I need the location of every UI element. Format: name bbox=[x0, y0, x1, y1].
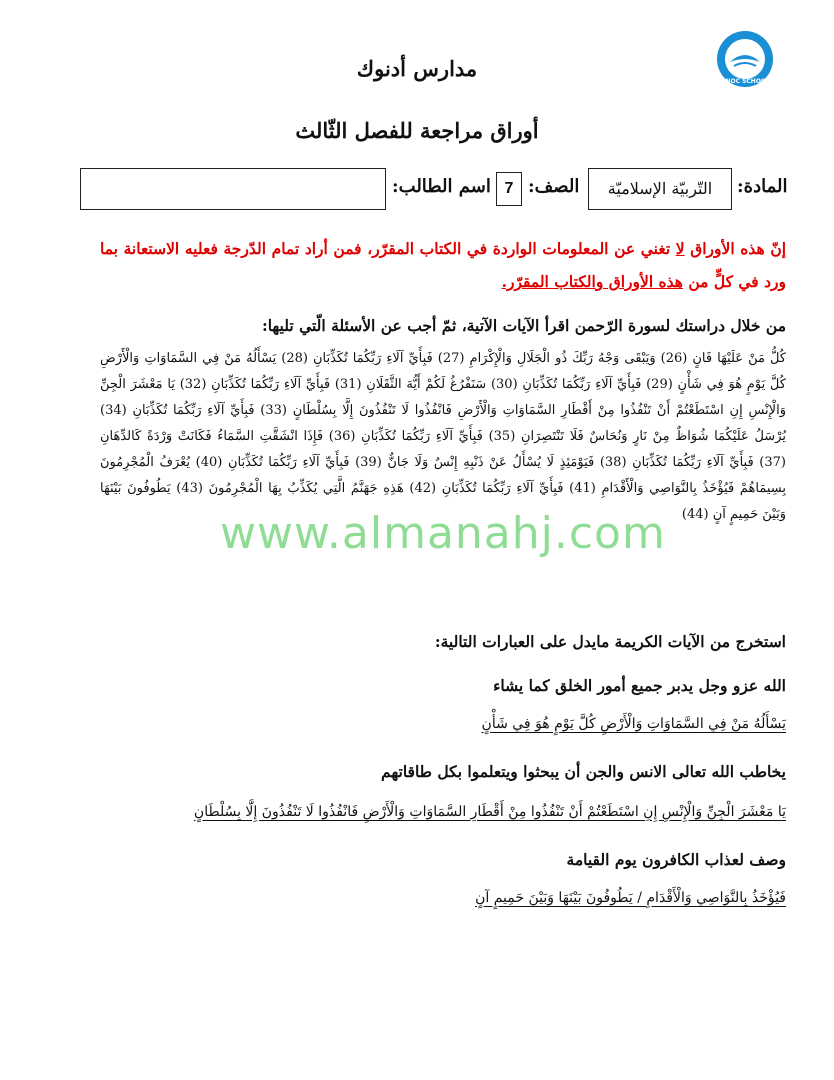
notice-emphasis: لا bbox=[675, 239, 685, 258]
subject-label: المادة: bbox=[737, 176, 788, 197]
notice-part2: تغني عن المعلومات الواردة في الكتاب المقرّر، فمن أراد تمام الدّرجة فعليه الاستعانة بما ورد في كلٍّ من bbox=[100, 239, 786, 291]
answer-2 bbox=[100, 804, 786, 820]
answer-1-text: يَسْأَلُهُ مَنْ فِي السَّمَاوَاتِ وَالْأَرْضِ كُلَّ يَوْمٍ هُوَ فِي شَأْنٍ bbox=[481, 716, 786, 732]
statement-3: وصف لعذاب الكافرون يوم القيامة bbox=[566, 850, 786, 869]
logo-text: ADNOC SCHOOLS bbox=[716, 78, 774, 85]
grade-field[interactable]: 7 bbox=[496, 172, 522, 206]
school-name: مدارس أدنوك bbox=[356, 56, 478, 81]
answer-1 bbox=[100, 716, 786, 732]
student-name-label: اسم الطالب: bbox=[392, 176, 491, 197]
statement-2: يخاطب الله تعالى الانس والجن أن يبحثوا ويتعلموا بكل طاقاتهم bbox=[381, 762, 786, 781]
answer-3 bbox=[100, 890, 786, 906]
subject-field[interactable]: التّربيّة الإسلاميّة bbox=[588, 168, 732, 210]
watermark: www.almanahj.com bbox=[220, 508, 666, 559]
question-2: استخرج من الآيات الكريمة مايدل على العبارات التالية: bbox=[434, 632, 786, 651]
statement-1: الله عزو وجل يدبر جميع أمور الخلق كما يشاء bbox=[493, 676, 786, 695]
answer-2-text: يَا مَعْشَرَ الْجِنِّ وَالْإِنْسِ إِنِ اسْتَطَعْتُمْ أَنْ تَنْفُذُوا مِنْ أَقْطَارِ السَّمَاوَاتِ وَالْأَرْضِ فَانْفُذُوا لَا تَنْفُذُونَ إِلَّا بِسُلْطَانٍ bbox=[193, 804, 786, 820]
answer-3-text: فَيُؤْخَذُ بِالنَّوَاصِي وَالْأَقْدَامِ / يَطُوفُونَ بَيْنَهَا وَبَيْنَ حَمِيمٍ آنٍ bbox=[475, 890, 786, 906]
question-1: من خلال دراستك لسورة الرّحمن اقرأ الآيات الآتية، ثمّ أجب عن الأسئلة الّتي تليها: bbox=[261, 316, 786, 335]
quran-verses: كُلُّ مَنْ عَلَيْهَا فَانٍ (26) وَيَبْقَى وَجْهُ رَبِّكَ ذُو الْجَلَالِ وَالْإِكْرَامِ (27) فَبِأَيِّ آلَاءِ رَبِّكُمَا تُكَذِّبَانِ (28) يَسْأَلُهُ مَنْ فِي السَّمَاوَاتِ وَالْأَرْضِ كُلَّ يَوْمٍ هُوَ فِي شَأْنٍ (29) فَبِأَيِّ آلَاءِ رَبِّكُمَا تُكَذِّبَانِ (30) سَنَفْرُغُ لَكُمْ أَيُّهَ الثَّقَلَانِ (31) فَبِأَيِّ آلَاءِ رَبِّكُمَا تُكَذِّبَانِ (32) يَا مَعْشَرَ الْجِنِّ وَالْإِنْسِ إِنِ اسْتَطَعْتُمْ أَنْ تَنْفُذُوا مِنْ أَقْطَارِ السَّمَاوَاتِ وَالْأَرْضِ فَانْفُذُوا لَا تَنْفُذُونَ إِلَّا بِسُلْطَانٍ (33) فَبِأَيِّ آلَاءِ رَبِّكُمَا تُكَذِّبَانِ (34) يُرْسَلُ عَلَيْكُمَا شُوَاظٌ مِنْ نَارٍ وَنُحَاسٌ فَلَا تَنْتَصِرَانِ (35) فَبِأَيِّ آلَاءِ رَبِّكُمَا تُكَذِّبَانِ (36) فَإِذَا انْشَقَّتِ السَّمَاءُ فَكَانَتْ وَرْدَةً كَالدِّهَانِ (37) فَبِأَيِّ آلَاءِ رَبِّكُمَا تُكَذِّبَانِ (38) فَيَوْمَئِذٍ لَا يُسْأَلُ عَنْ ذَنْبِهِ إِنْسٌ وَلَا جَانٌّ (39) فَبِأَيِّ آلَاءِ رَبِّكُمَا تُكَذِّبَانِ (40) يُعْرَفُ الْمُجْرِمُونَ بِسِيمَاهُمْ فَيُؤْخَذُ بِالنَّوَاصِي وَالْأَقْدَامِ (41) فَبِأَيِّ آلَاءِ رَبِّكُمَا تُكَذِّبَانِ (42) هَذِهِ جَهَنَّمُ الَّتِي يُكَذِّبُ بِهَا الْمُجْرِمُونَ (43) يَطُوفُونَ بَيْنَهَا وَبَيْنَ حَمِيمٍ آنٍ (44) bbox=[100, 351, 786, 522]
notice-part1: إنّ هذه الأوراق bbox=[684, 239, 787, 258]
grade-label: الصف: bbox=[528, 176, 580, 197]
page-title: أوراق مراجعة للفصل الثّالث bbox=[295, 118, 539, 143]
student-name-field[interactable] bbox=[80, 168, 386, 210]
notice-text bbox=[100, 232, 786, 298]
notice-emphasis-2: هذه الأوراق والكتاب المقرّر. bbox=[501, 272, 683, 291]
info-row bbox=[0, 168, 834, 210]
